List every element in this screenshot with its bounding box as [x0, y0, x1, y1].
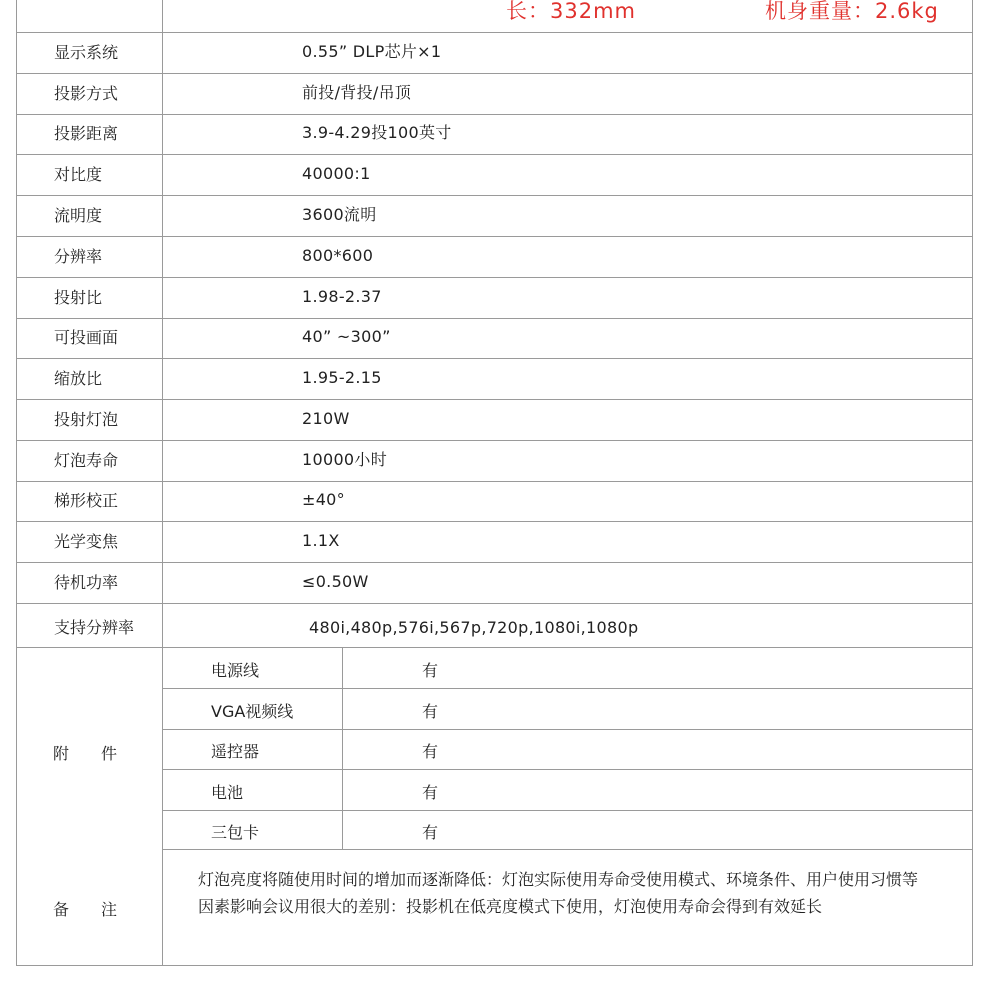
spec-value: 3.9-4.29投100英寸 [302, 123, 452, 142]
weight-text: 机身重量：2.6kg [765, 0, 939, 23]
spec-value: 前投/背投/吊顶 [302, 83, 412, 102]
spec-label: 可投画面 [54, 328, 119, 347]
spec-row [17, 74, 972, 115]
notes-text: 灯泡亮度将随使用时间的增加而逐渐降低：灯泡实际使用寿命受使用模式、环境条件、用户使用习惯等因素影响会议用很大的差别：投影机在低亮度模式下使用，灯泡使用寿命会得到有效延长 [198, 870, 919, 916]
spec-value: 1.95-2.15 [302, 368, 382, 387]
spec-row [17, 359, 972, 400]
spec-row [17, 481, 972, 522]
spec-label: 灯泡寿命 [54, 451, 119, 470]
spec-value: 1.98-2.37 [302, 287, 382, 306]
spec-value: 1.1X [302, 531, 340, 550]
accessory-value: 有 [422, 742, 439, 761]
spec-value: 480i,480p,576i,567p,720p,1080i,1080p [309, 618, 639, 637]
spec-label: 投射灯泡 [54, 410, 119, 429]
accessory-value: 有 [422, 823, 439, 842]
accessory-row [162, 729, 972, 770]
spec-label: 分辨率 [54, 247, 103, 266]
spec-value: 40” ~300” [302, 327, 391, 346]
accessory-row [162, 810, 972, 850]
length-text: 长：332mm [506, 0, 636, 23]
accessory-value: 有 [422, 783, 439, 802]
spec-row [17, 563, 972, 604]
accessory-value: 有 [422, 702, 439, 721]
accessory-name: 电源线 [211, 661, 260, 680]
spec-row [17, 114, 972, 155]
spec-value: 800*600 [302, 246, 374, 265]
spec-row [17, 604, 972, 648]
spec-label: 对比度 [54, 165, 103, 184]
spec-value: 10000小时 [302, 450, 387, 469]
accessory-name: 电池 [211, 783, 244, 802]
spec-label: 待机功率 [54, 573, 119, 592]
spec-row [17, 400, 972, 441]
spec-row [17, 441, 972, 482]
spec-value: 0.55” DLP芯片×1 [302, 42, 442, 61]
spec-row [17, 33, 972, 74]
spec-value: ±40° [302, 490, 345, 509]
spec-label: 显示系统 [54, 43, 119, 62]
spec-row [17, 196, 972, 237]
spec-row [17, 155, 972, 196]
accessory-row [162, 648, 972, 689]
spec-value: 3600流明 [302, 205, 377, 224]
spec-table [16, 0, 973, 966]
spec-label: 梯形校正 [54, 491, 119, 510]
spec-value: 40000:1 [302, 164, 371, 183]
spec-row [17, 522, 972, 563]
header-row [17, 0, 972, 33]
spec-label: 支持分辨率 [54, 618, 135, 637]
spec-label: 投影方式 [54, 84, 119, 103]
accessory-name: VGA视频线 [211, 702, 294, 721]
accessory-name: 三包卡 [211, 823, 260, 842]
spec-value: ≤0.50W [302, 572, 369, 591]
spec-value: 210W [302, 409, 350, 428]
spec-label: 流明度 [54, 206, 103, 225]
spec-label: 投影距离 [54, 124, 119, 143]
accessory-value: 有 [422, 661, 439, 680]
spec-row [17, 237, 972, 278]
spec-row [17, 278, 972, 319]
notes-label: 备 注 [53, 900, 118, 919]
spec-label: 缩放比 [54, 369, 103, 388]
accessory-row [162, 689, 972, 730]
accessory-row [162, 770, 972, 811]
spec-label: 光学变焦 [54, 532, 119, 551]
accessories-label: 附 件 [53, 744, 118, 763]
spec-row [17, 318, 972, 359]
spec-label: 投射比 [54, 288, 103, 307]
accessory-name: 遥控器 [211, 742, 260, 761]
